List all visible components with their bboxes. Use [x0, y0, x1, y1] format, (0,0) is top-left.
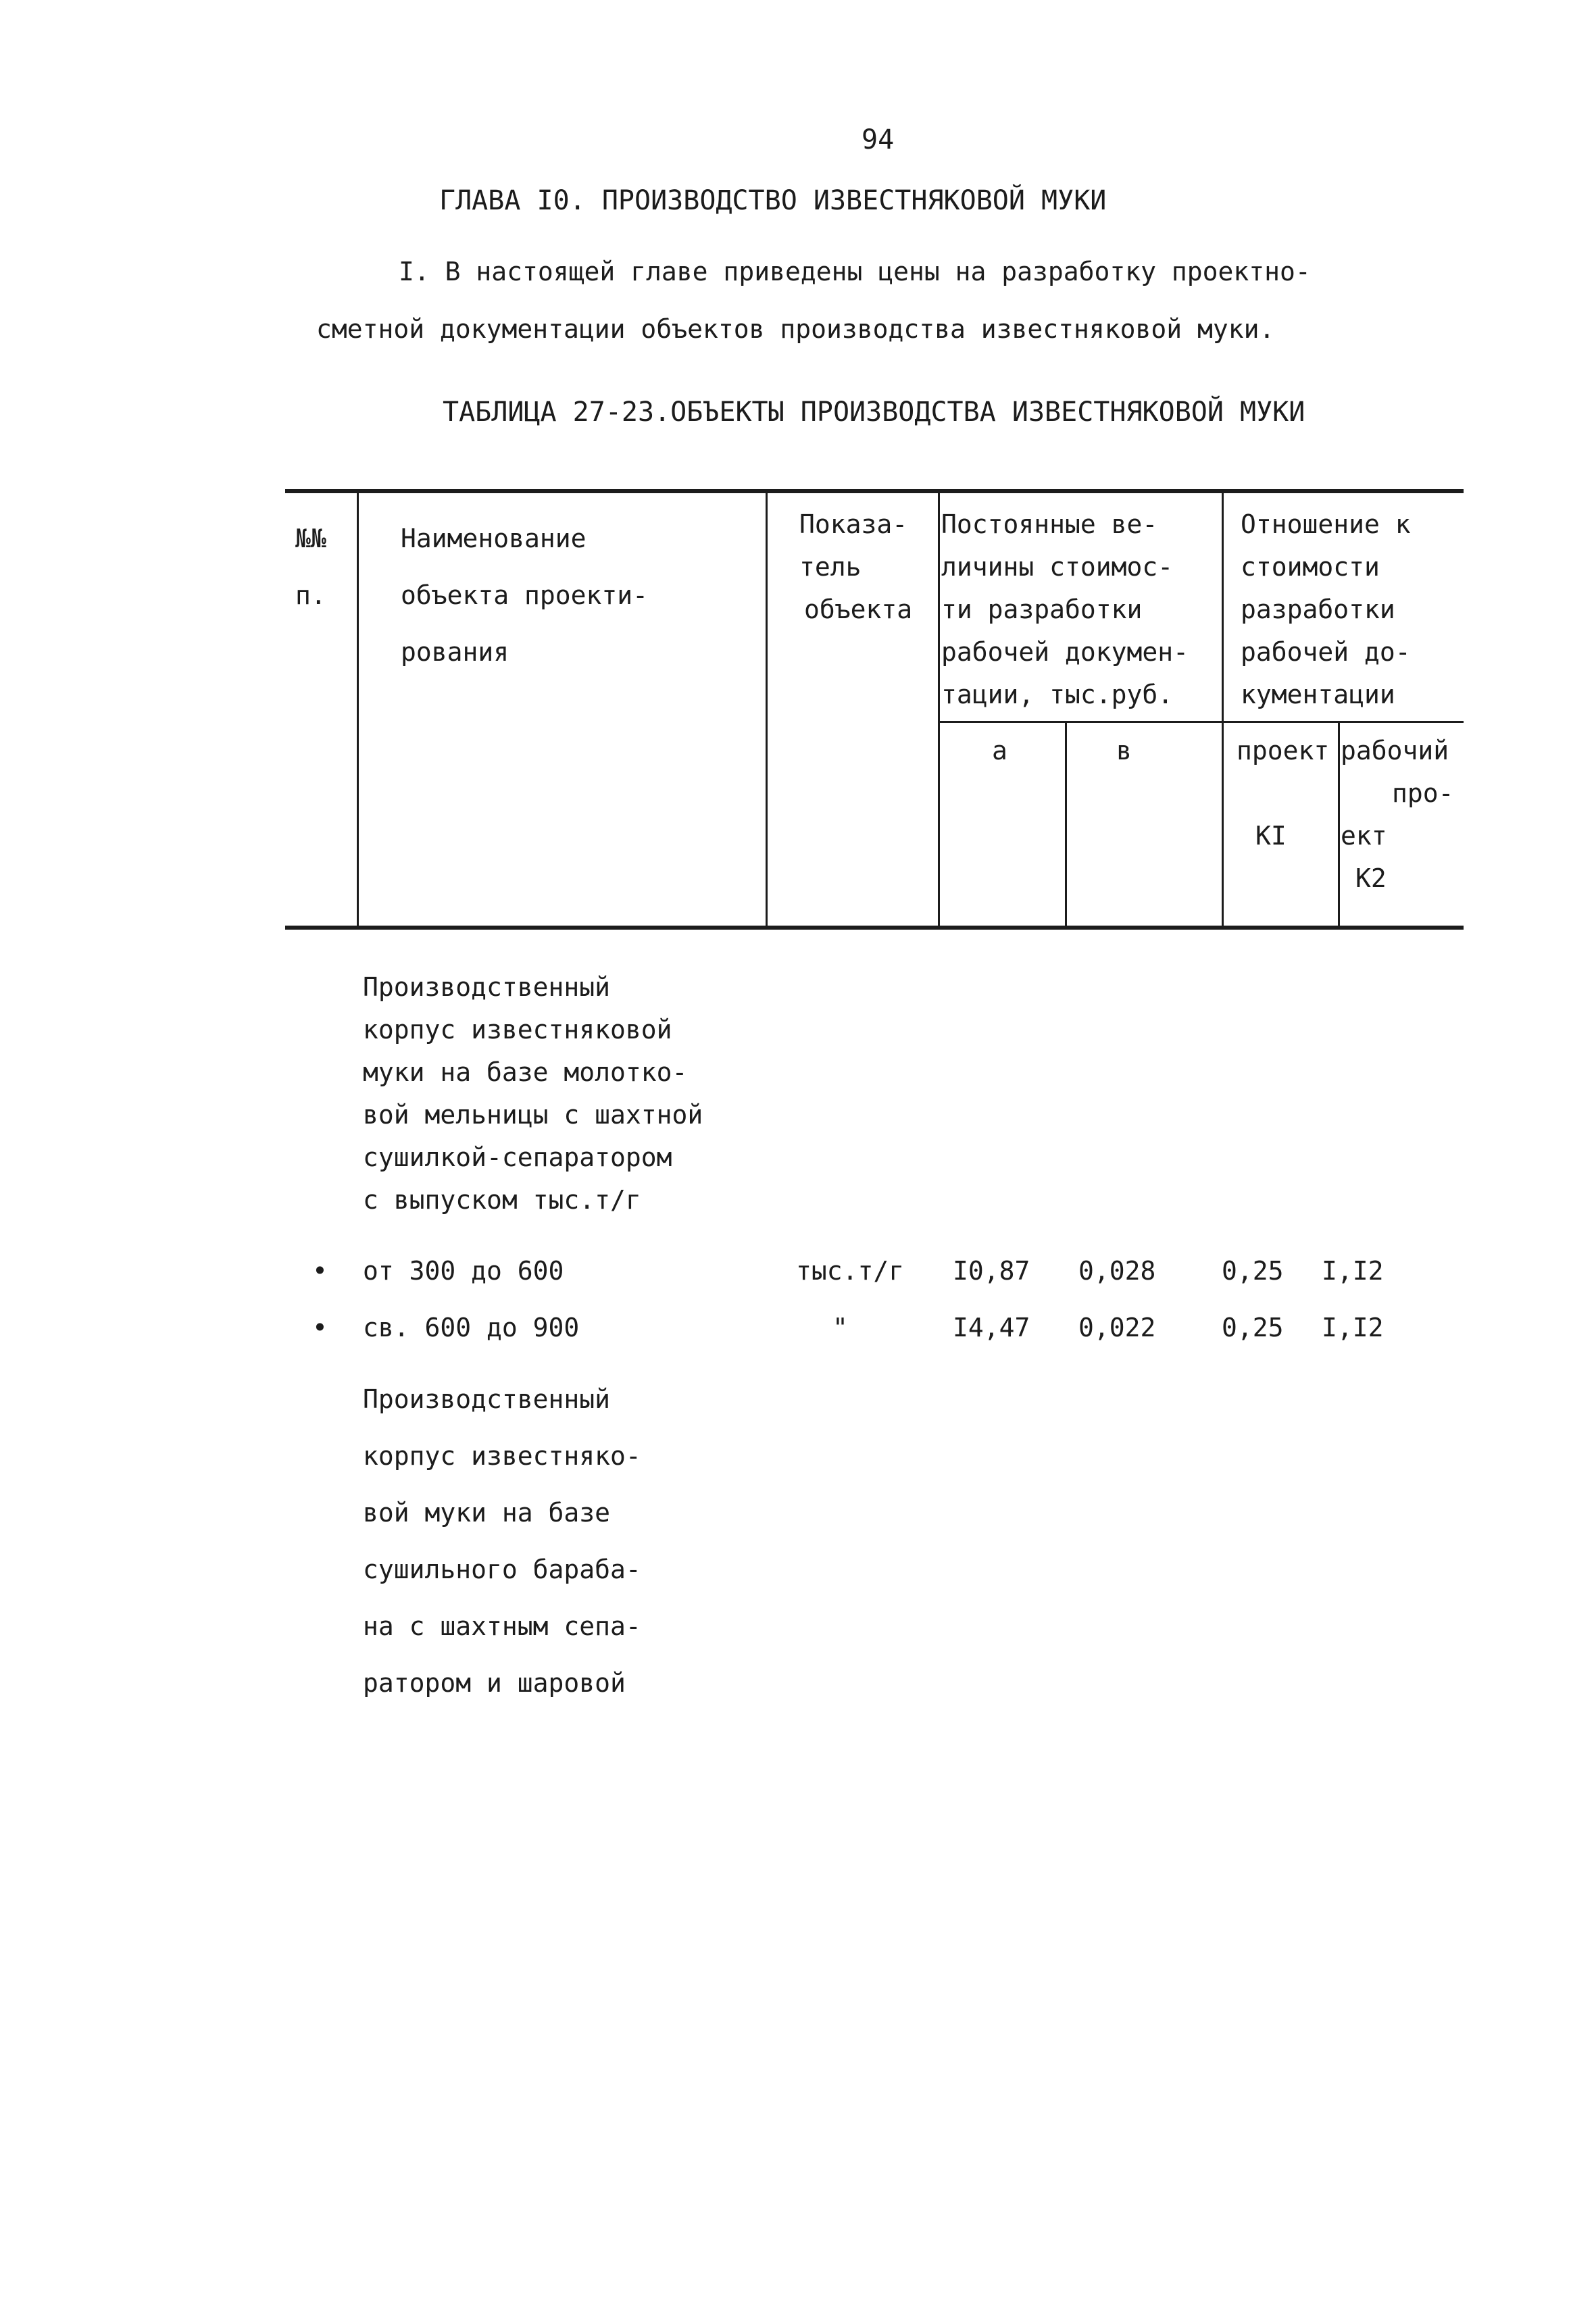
- header-const-4: рабочей докумен-: [941, 637, 1189, 667]
- group1-line-4: вой мельницы с шахтной: [363, 1100, 703, 1130]
- header-indicator-1: Показа-: [799, 509, 908, 539]
- col-divider-2: [766, 491, 768, 928]
- header-name-2: объекта проекти-: [401, 580, 649, 610]
- header-bottom-rule: [285, 926, 1464, 930]
- header-const-5: тации, тыс.руб.: [941, 680, 1174, 709]
- subheader-v: в: [1116, 736, 1132, 765]
- subheader-k1-symbol: КI: [1255, 821, 1287, 851]
- group1-line-5: сушилкой-сепаратором: [363, 1142, 672, 1172]
- row2-a: I4,47: [953, 1313, 1030, 1342]
- col-divider-6: [1338, 722, 1340, 928]
- group2-line-3: вой муки на базе: [363, 1498, 611, 1528]
- row1-k1: 0,25: [1222, 1256, 1284, 1286]
- header-indicator-3: объекта: [804, 595, 913, 624]
- group2-line-6: ратором и шаровой: [363, 1668, 626, 1698]
- group2-line-2: корпус известняко-: [363, 1441, 641, 1471]
- subheader-a: а: [992, 736, 1007, 765]
- col-divider-1: [357, 491, 359, 928]
- header-const-1: Постоянные ве-: [941, 509, 1158, 539]
- row2-k2: I,I2: [1322, 1313, 1384, 1342]
- header-num-1: №№: [295, 524, 326, 553]
- row1-a: I0,87: [953, 1256, 1030, 1286]
- group1-line-1: Производственный: [363, 972, 611, 1002]
- row2-unit: ": [832, 1313, 848, 1342]
- group1-line-3: муки на базе молотко-: [363, 1057, 688, 1087]
- header-ratio-1: Отношение к: [1241, 509, 1411, 539]
- header-ratio-4: рабочей до-: [1241, 637, 1411, 667]
- page-number: 94: [862, 124, 895, 155]
- header-ratio-3: разработки: [1241, 595, 1395, 624]
- col-divider-4: [1065, 722, 1067, 928]
- group1-line-6: с выпуском тыс.т/г: [363, 1185, 641, 1215]
- header-ratio-5: кументации: [1241, 680, 1395, 709]
- col-divider-3: [938, 491, 940, 928]
- row2-name: св. 600 до 900: [363, 1313, 580, 1342]
- subheader-k2-label-2: про-: [1392, 778, 1454, 808]
- header-const-3: ти разработки: [941, 595, 1143, 624]
- header-name-3: рования: [401, 637, 509, 667]
- header-indicator-2: тель: [799, 552, 862, 582]
- group2-line-5: на с шахтным сепа-: [363, 1611, 641, 1641]
- intro-line-1: I. В настоящей главе приведены цены на разработку проектно-: [399, 257, 1311, 286]
- row1-name: от 300 до 600: [363, 1256, 564, 1286]
- row2-bullet: •: [312, 1313, 328, 1342]
- sub-header-rule: [938, 721, 1464, 723]
- subheader-k2-label-3: ект: [1341, 821, 1387, 851]
- row1-unit: тыс.т/г: [796, 1256, 905, 1286]
- row1-v: 0,028: [1078, 1256, 1156, 1286]
- table-title: ТАБЛИЦА 27-23.ОБЪЕКТЫ ПРОИЗВОДСТВА ИЗВЕСТНЯКОВОЙ МУКИ: [443, 397, 1305, 428]
- subheader-k2-symbol: К2: [1355, 863, 1387, 893]
- row2-k1: 0,25: [1222, 1313, 1284, 1342]
- header-ratio-2: стоимости: [1241, 552, 1380, 582]
- intro-line-2: сметной документации объектов производства известняковой муки.: [316, 314, 1275, 344]
- header-num-2: п.: [295, 580, 326, 610]
- table-top-rule: [285, 489, 1464, 493]
- group2-line-1: Производственный: [363, 1384, 611, 1414]
- row2-v: 0,022: [1078, 1313, 1156, 1342]
- group1-line-2: корпус известняковой: [363, 1015, 672, 1045]
- chapter-title: ГЛАВА I0. ПРОИЗВОДСТВО ИЗВЕСТНЯКОВОЙ МУКИ: [439, 185, 1107, 216]
- group2-line-4: сушильного бараба-: [363, 1555, 641, 1584]
- subheader-k2-label-1: рабочий: [1341, 736, 1449, 765]
- header-name-1: Наименование: [401, 524, 587, 553]
- subheader-k1-label: проект: [1237, 736, 1330, 765]
- row1-k2: I,I2: [1322, 1256, 1384, 1286]
- row1-bullet: •: [312, 1256, 328, 1286]
- header-const-2: личины стоимос-: [941, 552, 1174, 582]
- col-divider-5: [1222, 491, 1224, 928]
